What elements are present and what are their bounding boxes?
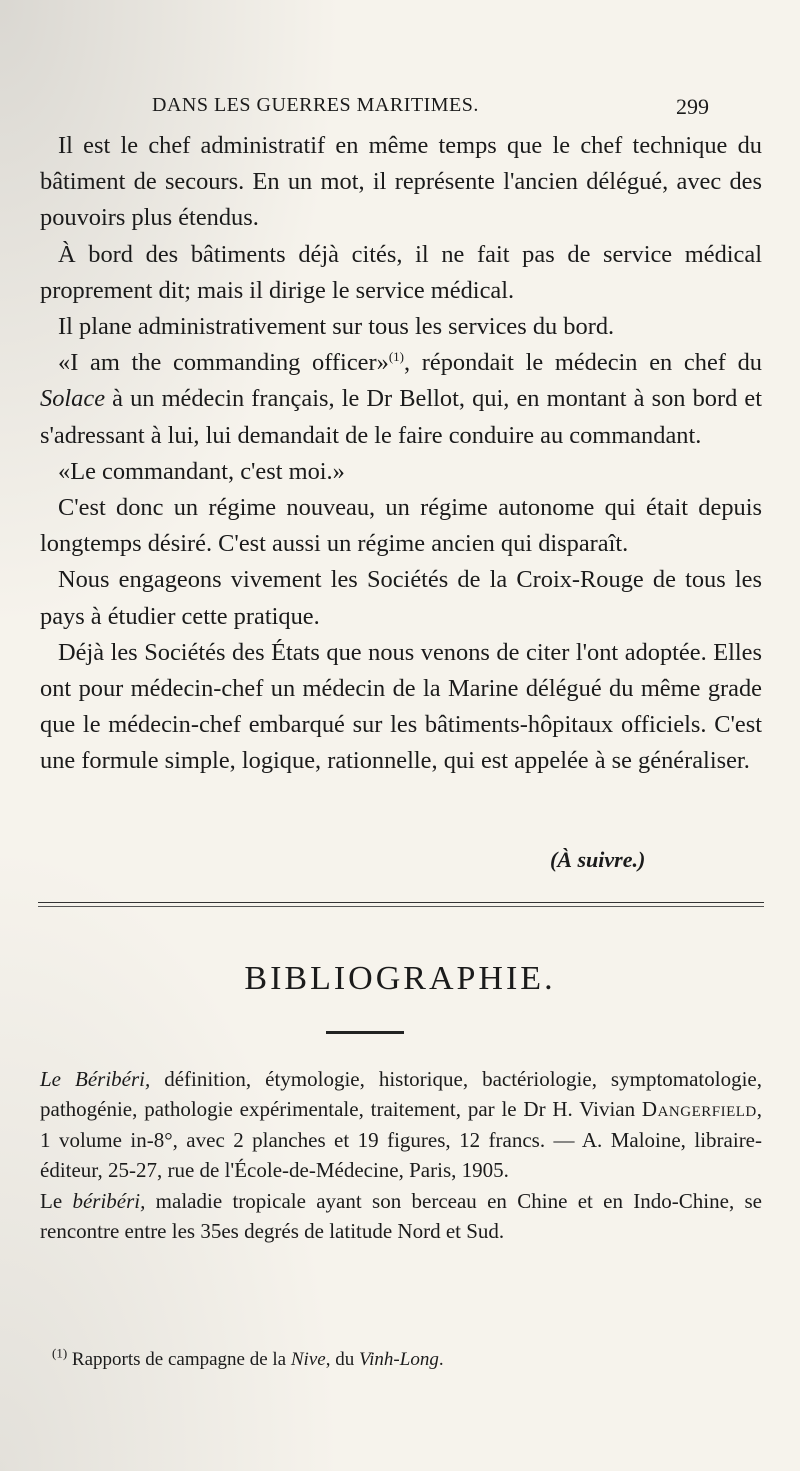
author-name: Dangerfield <box>641 1097 757 1122</box>
page-header <box>0 94 800 120</box>
quote-text: «I am the commanding officer» <box>58 349 389 377</box>
running-title: DANS LES GUERRES MARITIMES. <box>152 94 479 116</box>
page-number: 299 <box>676 94 709 119</box>
section-title: BIBLIOGRAPHIE. <box>244 960 556 997</box>
paragraph-text: , répondait le médecin en chef du <box>403 349 762 377</box>
bibliography-section <box>40 1064 762 1246</box>
section-divider <box>38 902 764 903</box>
body-text <box>40 128 762 780</box>
bibliography-entry <box>40 1064 762 1186</box>
paragraph: Il est le chef administratif en même temps que le chef technique du bâtiment de secours. En un mot, il représente l'ancien délégué, avec des pouvoirs plus étendus. <box>40 132 762 232</box>
footnote-reference: (1) <box>388 349 404 365</box>
paragraph: C'est donc un régime nouveau, un régime autonome qui était depuis longtemps désiré. C'est aussi un régime ancien qui disparaît. <box>40 494 762 558</box>
footnote-marker: (1) <box>52 1345 68 1361</box>
paragraph: Il plane administrativement sur tous les services du bord. <box>58 313 615 341</box>
paragraph-text: à un médecin français, le Dr Bellot, qui, en montant à son bord et s'adressant à lui, lui demandait de le faire conduire au commandant. <box>40 385 762 449</box>
entry-text: maladie tropicale ayant son berceau en Chine et en Indo-Chine, se rencontre entre les 35es degrés de latitude Nord et Sud. <box>40 1188 762 1244</box>
entry-text: , 1 volume in-8°, avec 2 planches et 19 figures, 12 francs. — A. Maloine, libraire-éditeur, 25-27, rue de l'École-de-Médecine, Paris, 1905. <box>40 1097 762 1183</box>
section-divider <box>38 906 764 907</box>
entry-text: Le <box>40 1188 73 1213</box>
paragraph: «Le commandant, c'est moi.» <box>58 457 345 485</box>
ship-name: Nive <box>290 1349 326 1370</box>
paragraph: Nous engageons vivement les Sociétés de la Croix-Rouge de tous les pays à étudier cette pratique. <box>40 566 762 630</box>
disease-name: béribéri, <box>72 1188 146 1213</box>
paragraph: Déjà les Sociétés des États que nous venons de citer l'ont adoptée. Elles ont pour médecin-chef un médecin de la Marine délégué du même grade que le médecin-chef embarqué sur les bâtiments-hôpitaux officiels. C'est une formule simple, logique, rationnelle, qui est appelée à se généraliser. <box>40 638 762 775</box>
title-underline <box>326 1031 404 1034</box>
footnote-text: , du <box>325 1349 359 1370</box>
footnote-text: . <box>438 1349 444 1370</box>
book-title: Le Béribéri, <box>40 1067 151 1091</box>
to-be-continued: (À suivre.) <box>550 847 646 872</box>
footnote <box>52 1345 444 1371</box>
bibliography-paragraph <box>40 1186 762 1247</box>
entry-text: définition, étymologie, historique, bactériologie, symptomatologie, pathogénie, pathologie expérimentale, traitement, par le Dr H. Vivian <box>40 1067 763 1122</box>
ship-name: Vinh-Long <box>358 1349 439 1370</box>
paragraph <box>40 345 762 454</box>
paragraph: À bord des bâtiments déjà cités, il ne fait pas de service médical proprement dit; mais il dirige le service médical. <box>40 240 762 304</box>
ship-name: Solace <box>40 385 106 413</box>
footnote-text: Rapports de campagne de la <box>67 1349 291 1370</box>
